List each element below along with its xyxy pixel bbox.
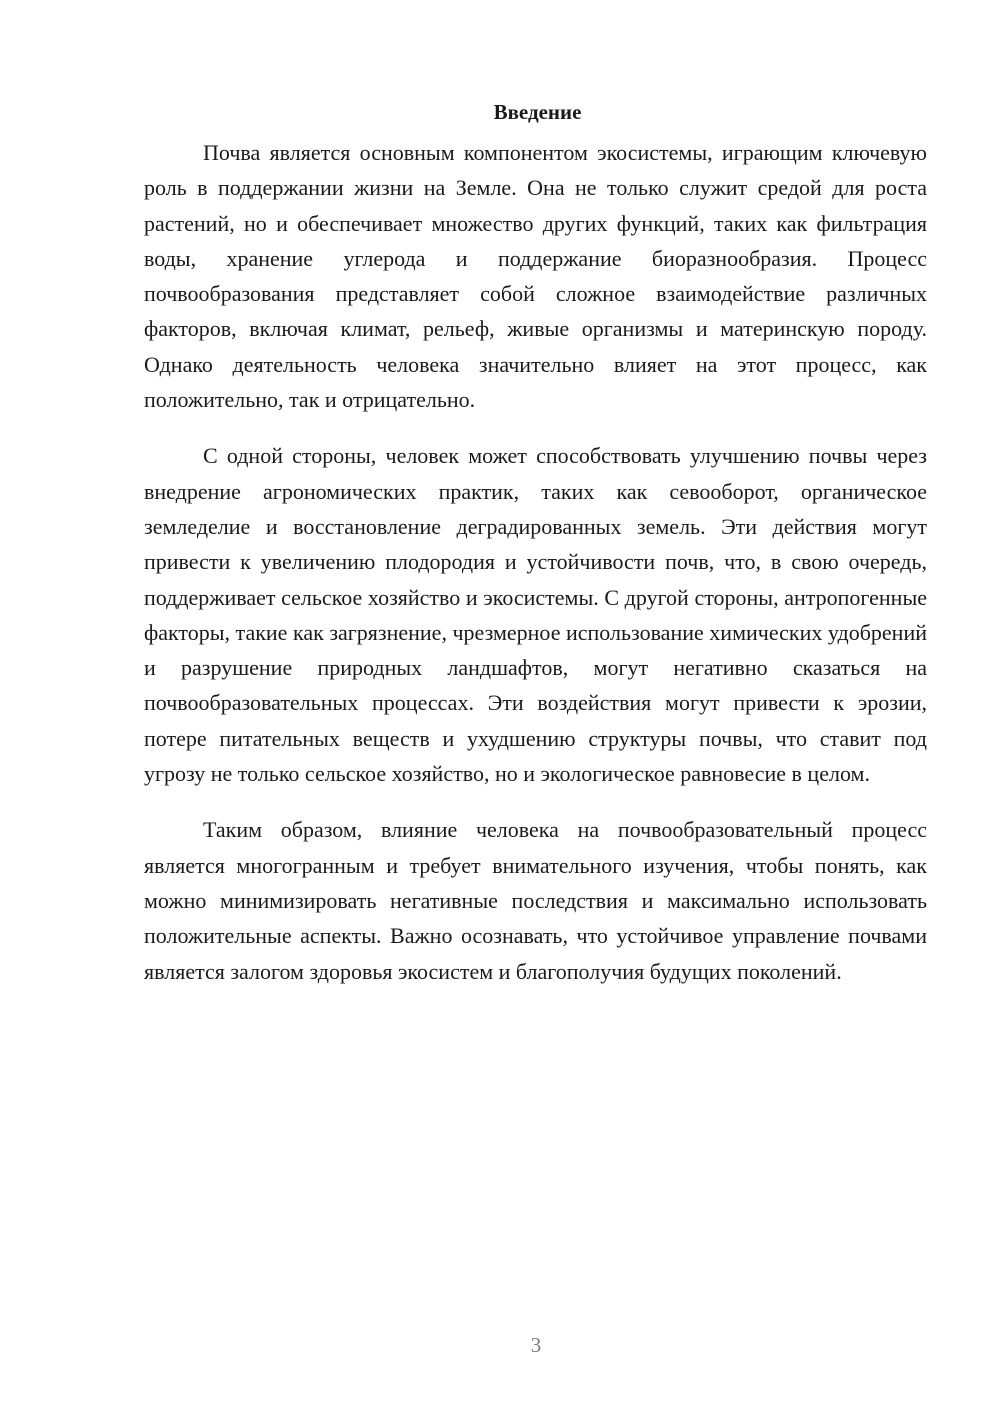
paragraph-1: Почва является основным компонентом экосистемы, играющим ключевую роль в поддержании жизни на Земле. Она не только служит средой для роста растений, но и обеспечивает множество других функций, таких как фильтрация воды, хранение углерода и поддержание биоразнообразия. Процесс почвообразования представляет собой сложное взаимодействие различных факторов, включая климат, рельеф, живые организмы и материнскую породу. Однако деятельность человека значительно влияет на этот процесс, как положительно, так и отрицательно. xyxy=(144,140,927,413)
paragraph-2: С одной стороны, человек может способствовать улучшению почвы через внедрение агрономических практик, таких как севооборот, органическое земледелие и восстановление деградированных земель. Эти действия могут привести к увеличению плодородия и устойчивости почв, что, в свою очередь, поддерживает сельское хозяйство и экосистемы. С другой стороны, антропогенные факторы, такие как загрязнение, чрезмерное использование химических удобрений и разрушение природных ландшафтов, могут негативно сказаться на почвообразовательных процессах. Эти воздействия могут привести к эрозии, потере питательных веществ и ухудшению структуры почвы, что ставит под угрозу не только сельское хозяйство, но и экологическое равновесие в целом. xyxy=(144,443,927,787)
paragraph-3: Таким образом, влияние человека на почвообразовательный процесс является многогранным и требует внимательного изучения, чтобы понять, как можно минимизировать негативные последствия и максимально использовать положительные аспекты. Важно осознавать, что устойчивое управление почвами является залогом здоровья экосистем и благополучия будущих поколений. xyxy=(144,817,927,984)
page-number: 3 xyxy=(530,1333,542,1357)
page-content xyxy=(144,96,927,989)
section-title: Введение xyxy=(493,100,582,124)
